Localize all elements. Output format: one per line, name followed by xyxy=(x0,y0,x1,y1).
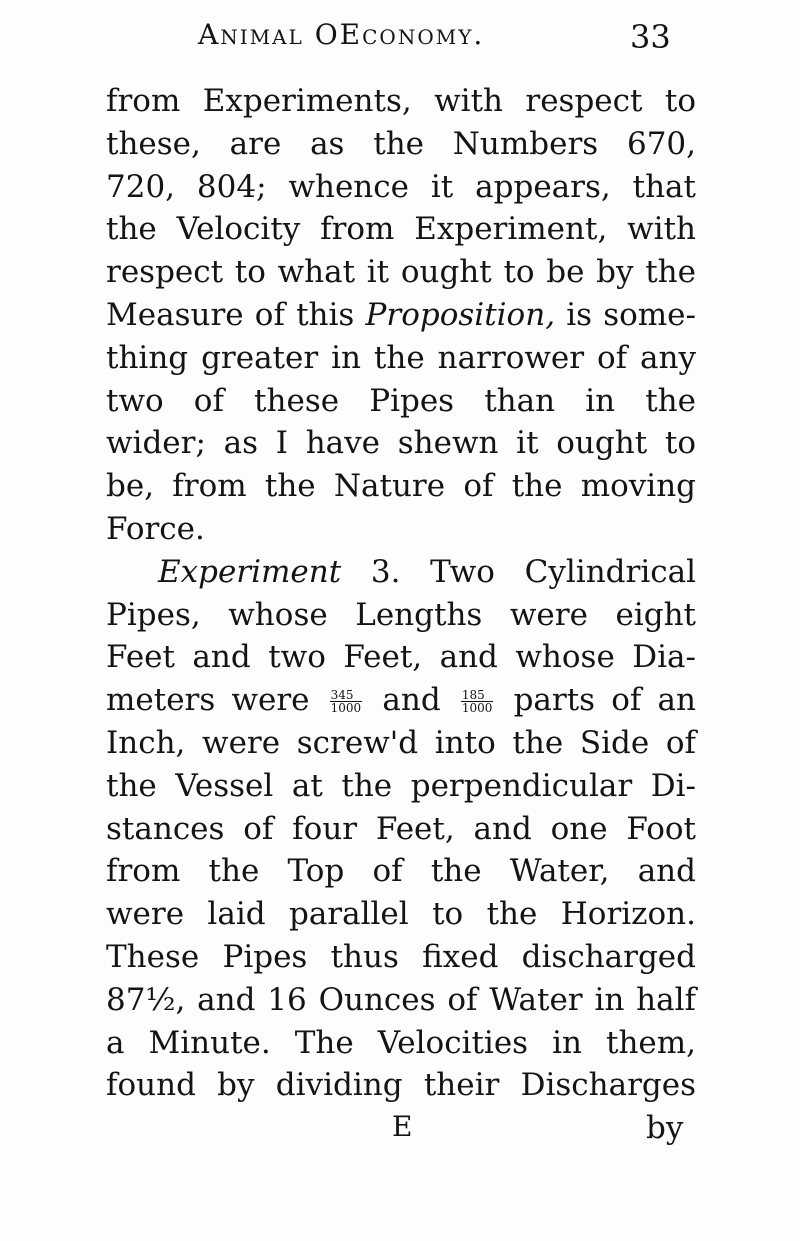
running-head: Animal OEconomy. xyxy=(198,18,485,51)
text-line xyxy=(106,294,696,337)
text-segment: and xyxy=(382,682,441,719)
text-line xyxy=(106,551,696,594)
text-segment: 3. Two Cylindrical xyxy=(341,553,696,590)
fraction-denominator: 1000 xyxy=(461,701,493,716)
text-line: Force. xyxy=(106,510,205,547)
text-line: These Pipes thus fixed discharged xyxy=(106,938,696,975)
text-line: wider; as I have shewn it ought to xyxy=(106,425,696,462)
text-line: thing greater in the narrower of any xyxy=(106,339,696,376)
text-line: be, from the Nature of the moving xyxy=(106,468,696,505)
text-line xyxy=(106,679,696,722)
text-line: from the Top of the Water, and xyxy=(106,853,696,890)
text-line: 87½, and 16 Ounces of Water in half xyxy=(106,981,696,1018)
text-line: Feet and two Feet, and whose Dia- xyxy=(106,639,696,676)
italic-term: Proposition, xyxy=(365,296,556,333)
text-segment: parts of an xyxy=(513,682,696,719)
text-line: two of these Pipes than in the xyxy=(106,382,696,419)
text-line: Pipes, whose Lengths were eight xyxy=(106,596,696,633)
text-line: the Vessel at the perpendicular Di- xyxy=(106,767,696,804)
fraction-numerator: 185 xyxy=(461,689,494,702)
fraction-denominator: 1000 xyxy=(330,701,362,716)
text-line: 720, 804; whence it appears, that xyxy=(106,168,696,205)
text-line: the Velocity from Experiment, with xyxy=(106,211,696,248)
text-line: a Minute. The Velocities in them, xyxy=(106,1024,696,1061)
text-segment: is some- xyxy=(555,296,696,333)
text-segment: meters were xyxy=(106,682,310,719)
fraction-numerator: 345 xyxy=(330,689,363,702)
signature-mark: E xyxy=(392,1110,413,1143)
fraction xyxy=(461,689,494,714)
text-line: Inch, were screw'd into the Side of xyxy=(106,724,696,761)
text-line: found by dividing their Discharges xyxy=(106,1067,696,1104)
text-line: were laid parallel to the Horizon. xyxy=(106,896,696,933)
text-segment: Measure of this xyxy=(106,296,366,333)
body-text xyxy=(106,80,696,1107)
fraction xyxy=(330,689,363,714)
text-line: stances of four Feet, and one Foot xyxy=(106,810,696,847)
catchword: by xyxy=(646,1110,684,1146)
page-number: 33 xyxy=(630,18,671,56)
text-line: from Experiments, with respect to xyxy=(106,83,696,119)
italic-term: Experiment xyxy=(158,553,342,590)
text-line: these, are as the Numbers 670, xyxy=(106,125,696,162)
text-line: respect to what it ought to be by the xyxy=(106,254,696,291)
